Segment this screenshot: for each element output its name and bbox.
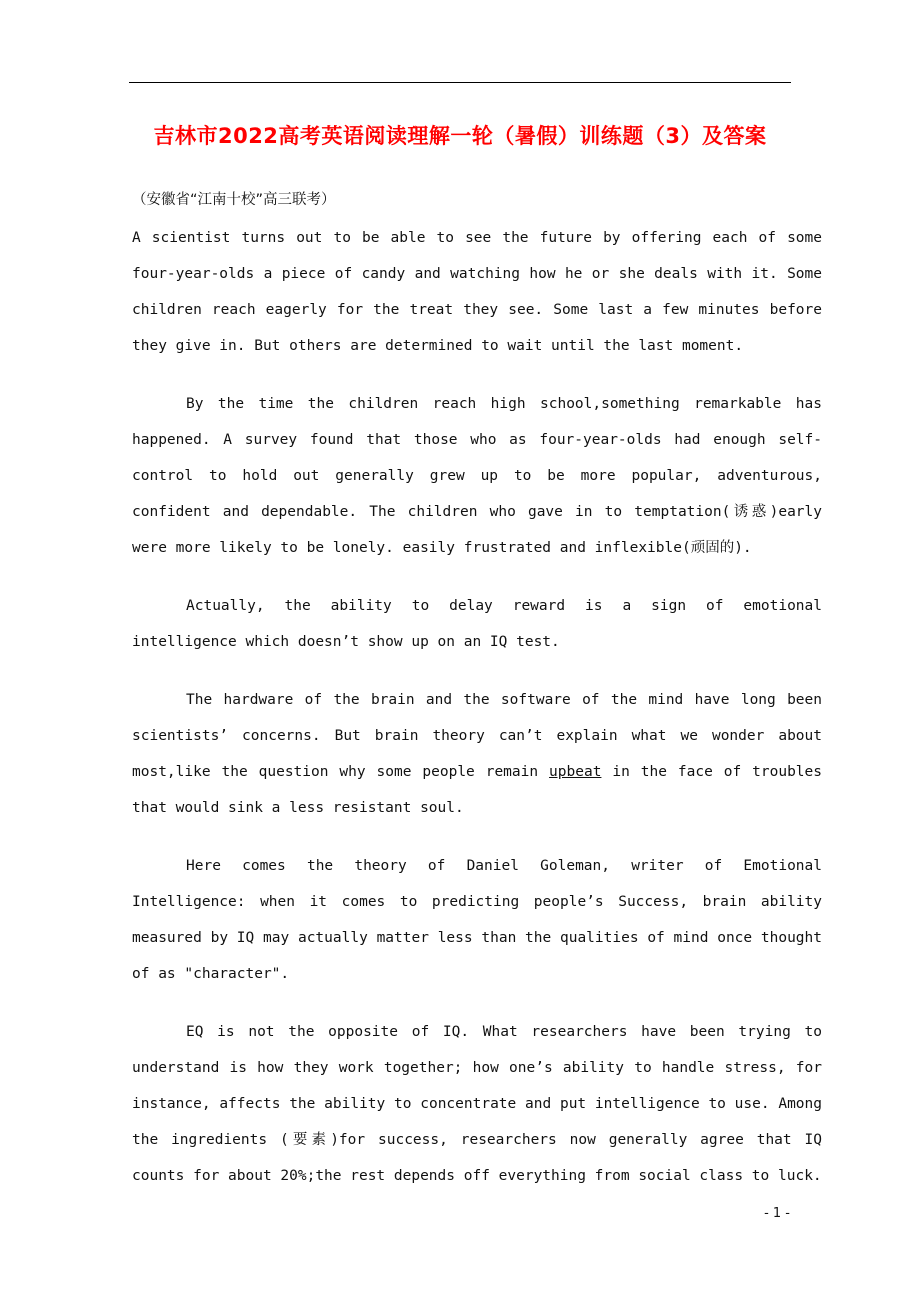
header-rule: [129, 82, 791, 83]
paragraph-4: [132, 682, 822, 826]
page-number: - 1 -: [764, 1206, 790, 1221]
paragraph-1: A scientist turns out to be able to see the future by offering each of some four-year-olds a piece of candy and watching how he or she deals with it. Some children reach eagerly for the treat they see. Some last a few minutes before they give in. But others are determined to wait until the last moment.: [132, 230, 822, 354]
paragraph-3: Actually, the ability to delay reward is a sign of emotional intelligence which doesn’t show up on an IQ test.: [132, 598, 822, 650]
paragraph-6: EQ is not the opposite of IQ. What researchers have been trying to understand is how they work together; how one’s ability to handle stress, for instance, affects the ability to concentrate and put intelligence to use. Among the ingredients (要素)for success, researchers now generally agree that IQ counts for about 20%;the rest depends off everything from social class to luck.: [132, 1024, 822, 1184]
source-note: （安徽省“江南十校”高三联考）: [132, 192, 336, 208]
paragraph-4-before: The hardware of the brain and the software of the mind have long been scientists’ concerns. But brain theory can’t explain what we wonder about most,like the question why some people remain: [132, 692, 822, 780]
paragraph-4-after: in the face of troubles that would sink a less resistant soul.: [132, 764, 822, 816]
paragraph-5: Here comes the theory of Daniel Goleman, writer of Emotional Intelligence: when it comes to predicting people’s Success, brain ability measured by IQ may actually matter less than the qualities of mind once thought of as "character".: [132, 858, 822, 982]
document-title: 吉林市2022高考英语阅读理解一轮（暑假）训练题（3）及答案: [153, 124, 767, 148]
passage-body: [132, 220, 822, 1216]
paragraph-2: By the time the children reach high school,something remarkable has happened. A survey found that those who as four-year-olds had enough self-control to hold out generally grew up to be more popular, adventurous, confident and dependable. The children who gave in to temptation(诱惑)early were more likely to be lonely. easily frustrated and inflexible(顽固的).: [132, 396, 822, 556]
underlined-word: upbeat: [549, 764, 602, 780]
